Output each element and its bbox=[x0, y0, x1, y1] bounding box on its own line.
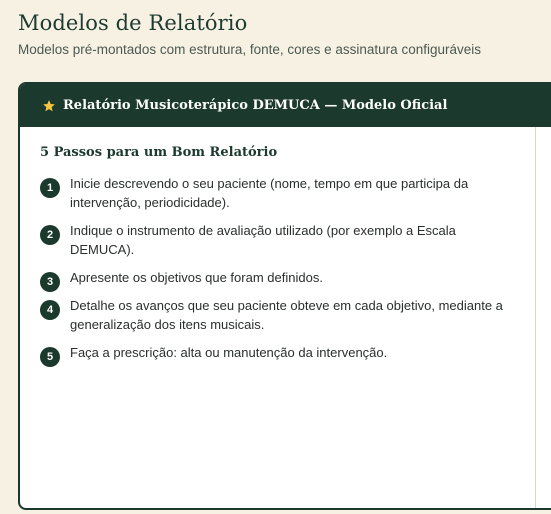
step-number-badge: 2 bbox=[40, 225, 60, 245]
step-item bbox=[40, 221, 520, 259]
panel-divider bbox=[535, 127, 536, 508]
step-item bbox=[40, 296, 520, 334]
step-number-badge: 3 bbox=[40, 272, 60, 292]
step-item bbox=[40, 343, 520, 362]
star-icon bbox=[42, 99, 56, 113]
template-card[interactable] bbox=[18, 82, 551, 510]
steps-list bbox=[40, 174, 520, 371]
step-item bbox=[40, 268, 520, 287]
page-title: Modelos de Relatório bbox=[18, 11, 248, 35]
step-number-badge: 1 bbox=[40, 178, 60, 198]
step-number-badge: 4 bbox=[40, 300, 60, 320]
card-header[interactable] bbox=[20, 84, 551, 127]
step-number-badge: 5 bbox=[40, 347, 60, 367]
page-subtitle: Modelos pré-montados com estrutura, fonte, cores e assinatura configuráveis bbox=[18, 42, 481, 57]
step-text: Indique o instrumento de avaliação utilizado (por exemplo a Escala DEMUCA). bbox=[70, 223, 456, 257]
step-text: Apresente os objetivos que foram definidos. bbox=[70, 270, 323, 285]
card-title: Relatório Musicoterápico DEMUCA — Modelo Oficial bbox=[63, 98, 448, 113]
step-text: Inicie descrevendo o seu paciente (nome, tempo em que participa da intervenção, periodicidade). bbox=[70, 176, 469, 210]
step-text: Faça a prescrição: alta ou manutenção da intervenção. bbox=[70, 345, 388, 360]
step-item bbox=[40, 174, 520, 212]
guide-heading: 5 Passos para um Bom Relatório bbox=[40, 145, 278, 160]
step-text: Detalhe os avanços que seu paciente obteve em cada objetivo, mediante a generalização dos itens musicais. bbox=[70, 298, 503, 332]
